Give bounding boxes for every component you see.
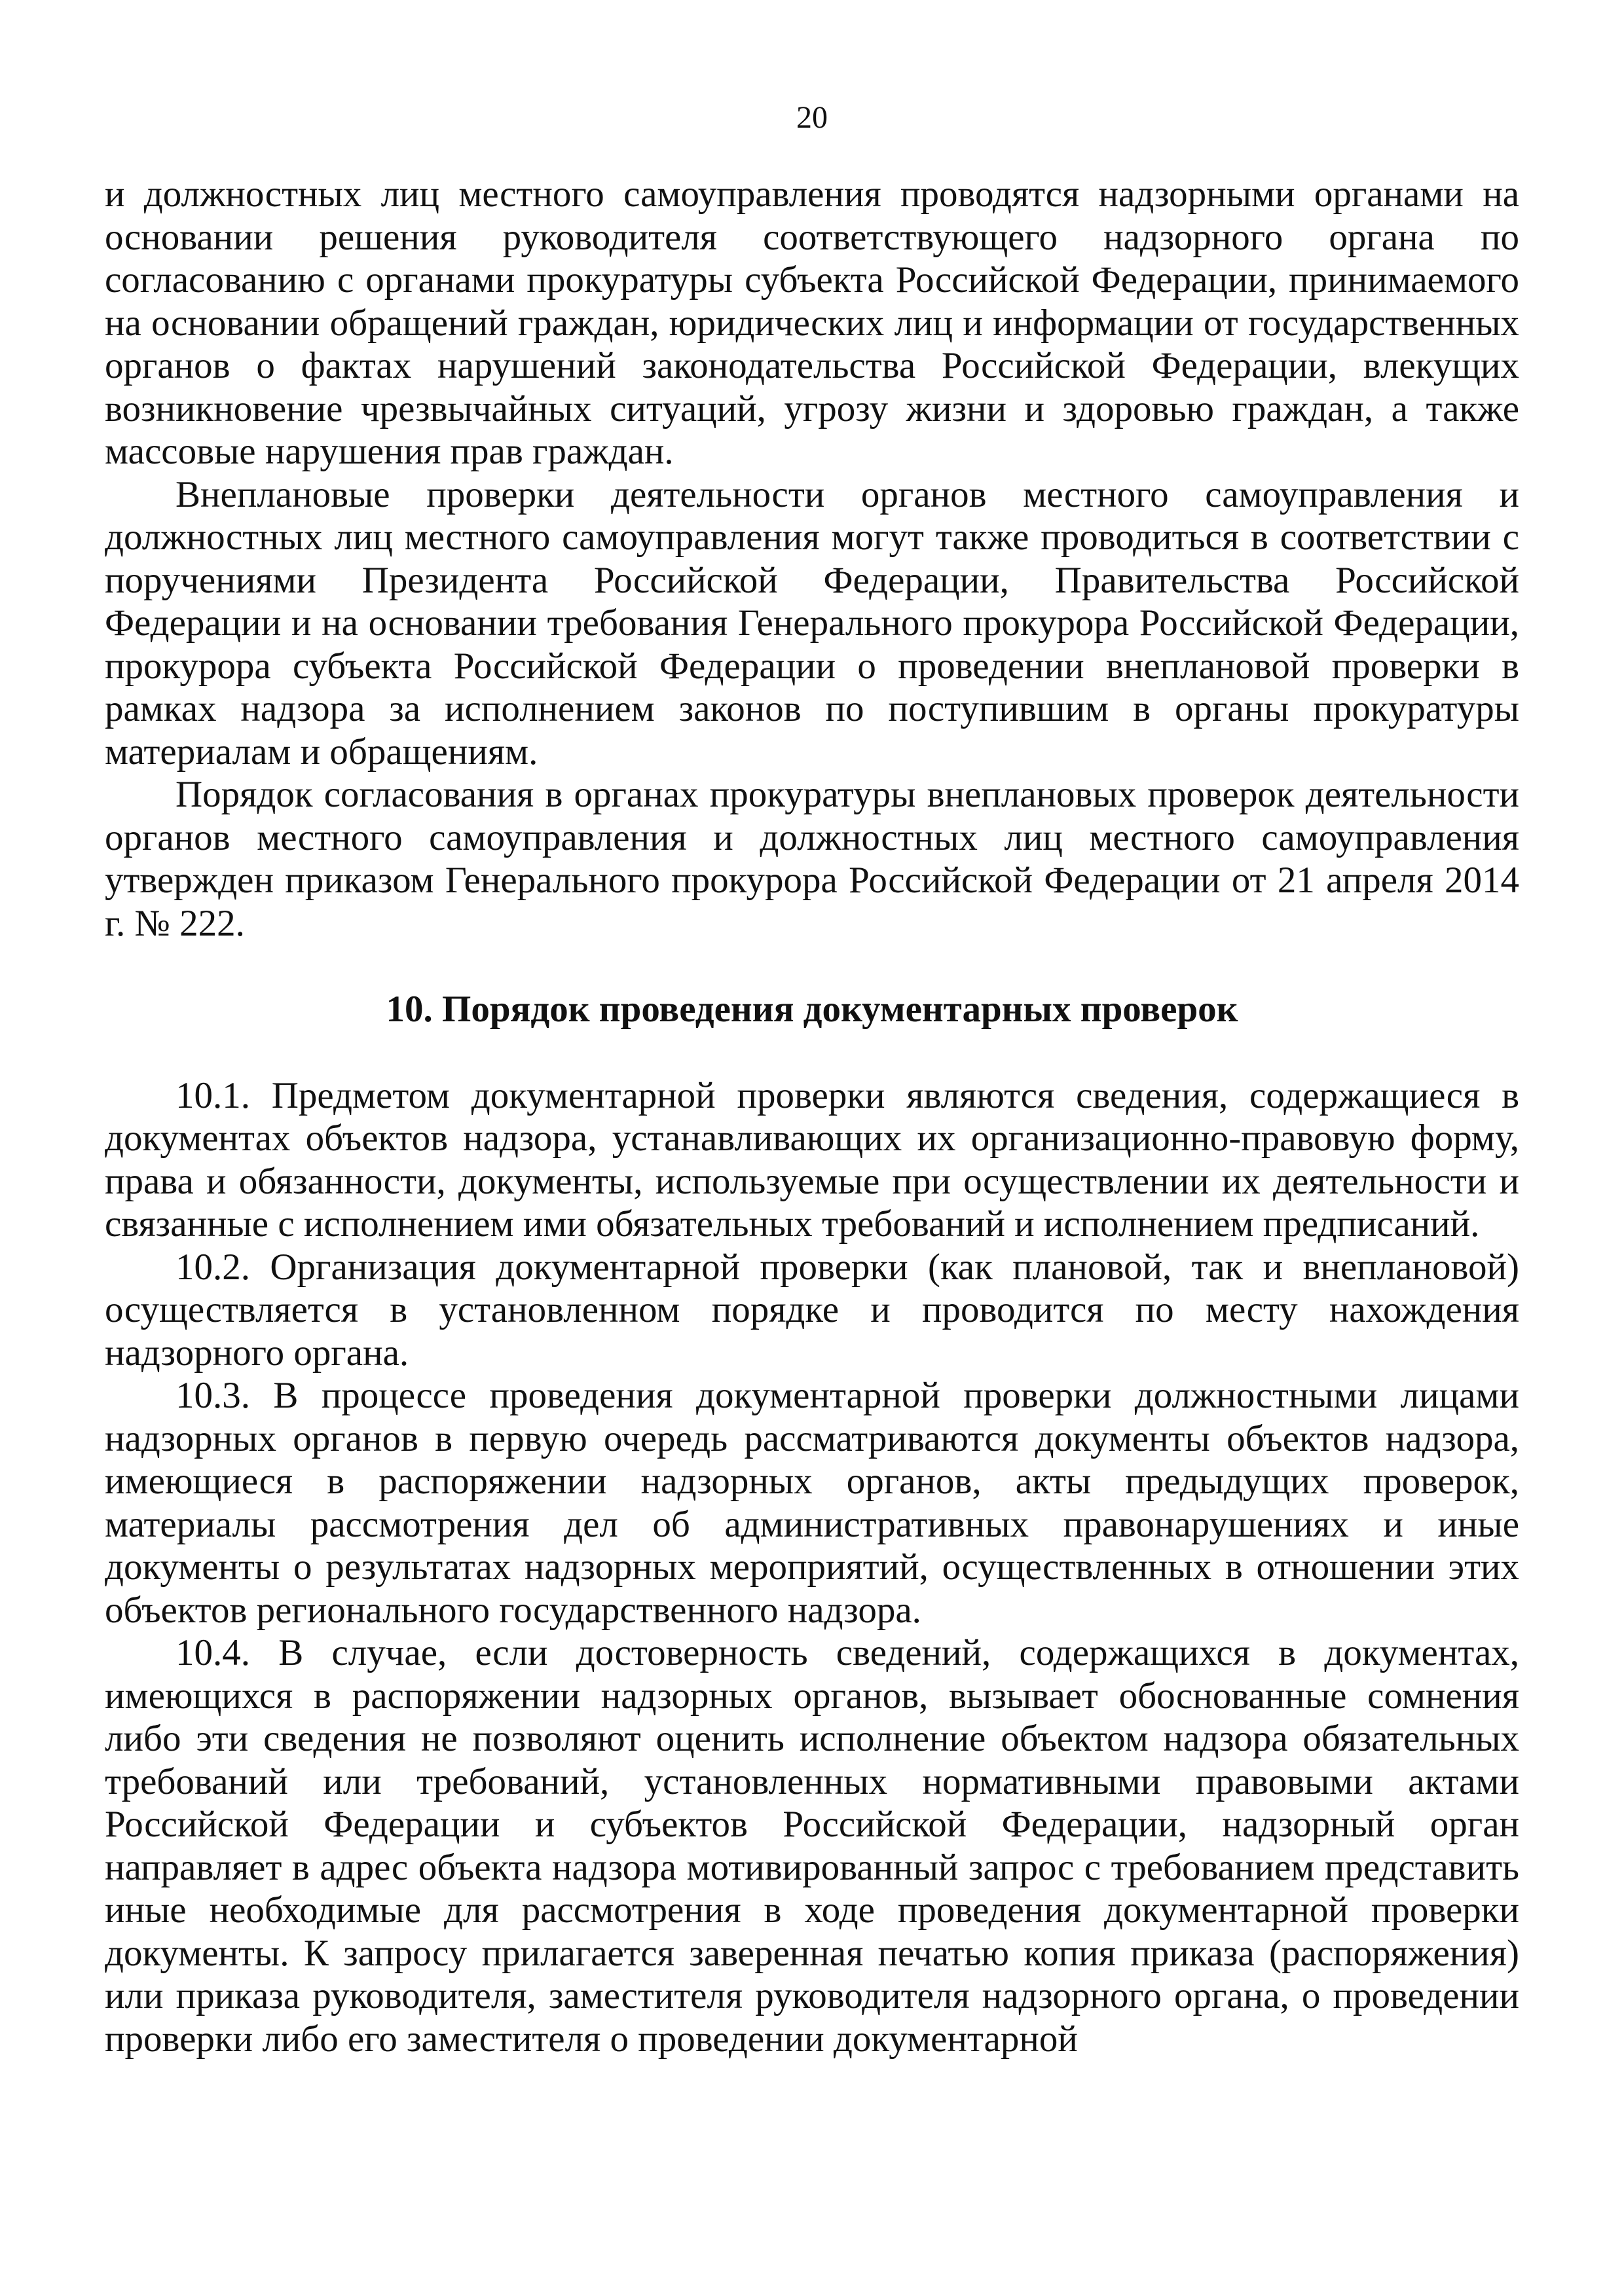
paragraph-continuation: и должностных лиц местного самоуправления проводятся надзорными органами на основании решения руководителя соответствующего надзорного органа по согласованию с органами прокуратуры субъекта Российской Федерации, принимаемого на основании обращений граждан, юридических лиц и информации от государственных органов о фактах нарушений законодательства Российской Федерации, влекущих возникновение чрезвычайных ситуаций, угрозу жизни и здоровью граждан, а также массовые нарушения прав граждан.	[105, 173, 1519, 472]
paragraph-10-3: 10.3. В процессе проведения документарной проверки должностными лицами надзорных органов в первую очередь рассматриваются документы объектов надзора, имеющиеся в распоряжении надзорных органов, акты предыдущих проверок, материалы рассмотрения дел об административных правонарушениях и иные документы о результатах надзорных мероприятий, осуществленных в отношении этих объектов регионального государственного надзора.	[105, 1375, 1519, 1631]
paragraph-10-4: 10.4. В случае, если достоверность сведений, содержащихся в документах, имеющихся в распоряжении надзорных органов, вызывает обоснованные сомнения либо эти сведения не позволяют оценить исполнение объектом надзора обязательных требований или требований, установленных нормативными правовыми актами Российской Федерации и субъектов Российской Федерации, надзорный орган направляет в адрес объекта надзора мотивированный запрос с требованием представить иные необходимые для рассмотрения в ходе проведения документарной проверки документы. К запросу прилагается заверенная печатью копия приказа (распоряжения) или приказа руководителя, заместителя руководителя надзорного органа, о проведении проверки либо его заместителя о проведении документарной	[105, 1632, 1519, 2060]
paragraph-10-1: 10.1. Предметом документарной проверки являются сведения, содержащиеся в документах объектов надзора, устанавливающих их организационно-правовую форму, права и обязанности, документы, используемые при осуществлении их деятельности и связанные с исполнением ими обязательных требований и исполнением предписаний.	[105, 1074, 1519, 1245]
paragraph-unscheduled-inspections: Внеплановые проверки деятельности органов местного самоуправления и должностных лиц местного самоуправления могут также проводиться в соответствии с поручениями Президента Российской Федерации, Правительства Российской Федерации и на основании требования Генерального прокурора Российской Федерации, прокурора субъекта Российской Федерации о проведении внеплановой проверки в рамках надзора за исполнением законов по поступившим в органы прокуратуры материалам и обращениям.	[105, 473, 1519, 773]
document-body	[105, 173, 1519, 2060]
section-heading: 10. Порядок проведения документарных проверок	[386, 989, 1238, 1030]
paragraph-10-2: 10.2. Организация документарной проверки (как плановой, так и внеплановой) осуществляется в установленном порядке и проводится по месту нахождения надзорного органа.	[105, 1246, 1519, 1374]
paragraph-approval-procedure: Порядок согласования в органах прокуратуры внеплановых проверок деятельности органов местного самоуправления и должностных лиц местного самоуправления утвержден приказом Генерального прокурора Российской Федерации от 21 апреля 2014 г. № 222.	[105, 774, 1519, 944]
page-number: 20	[796, 100, 828, 135]
